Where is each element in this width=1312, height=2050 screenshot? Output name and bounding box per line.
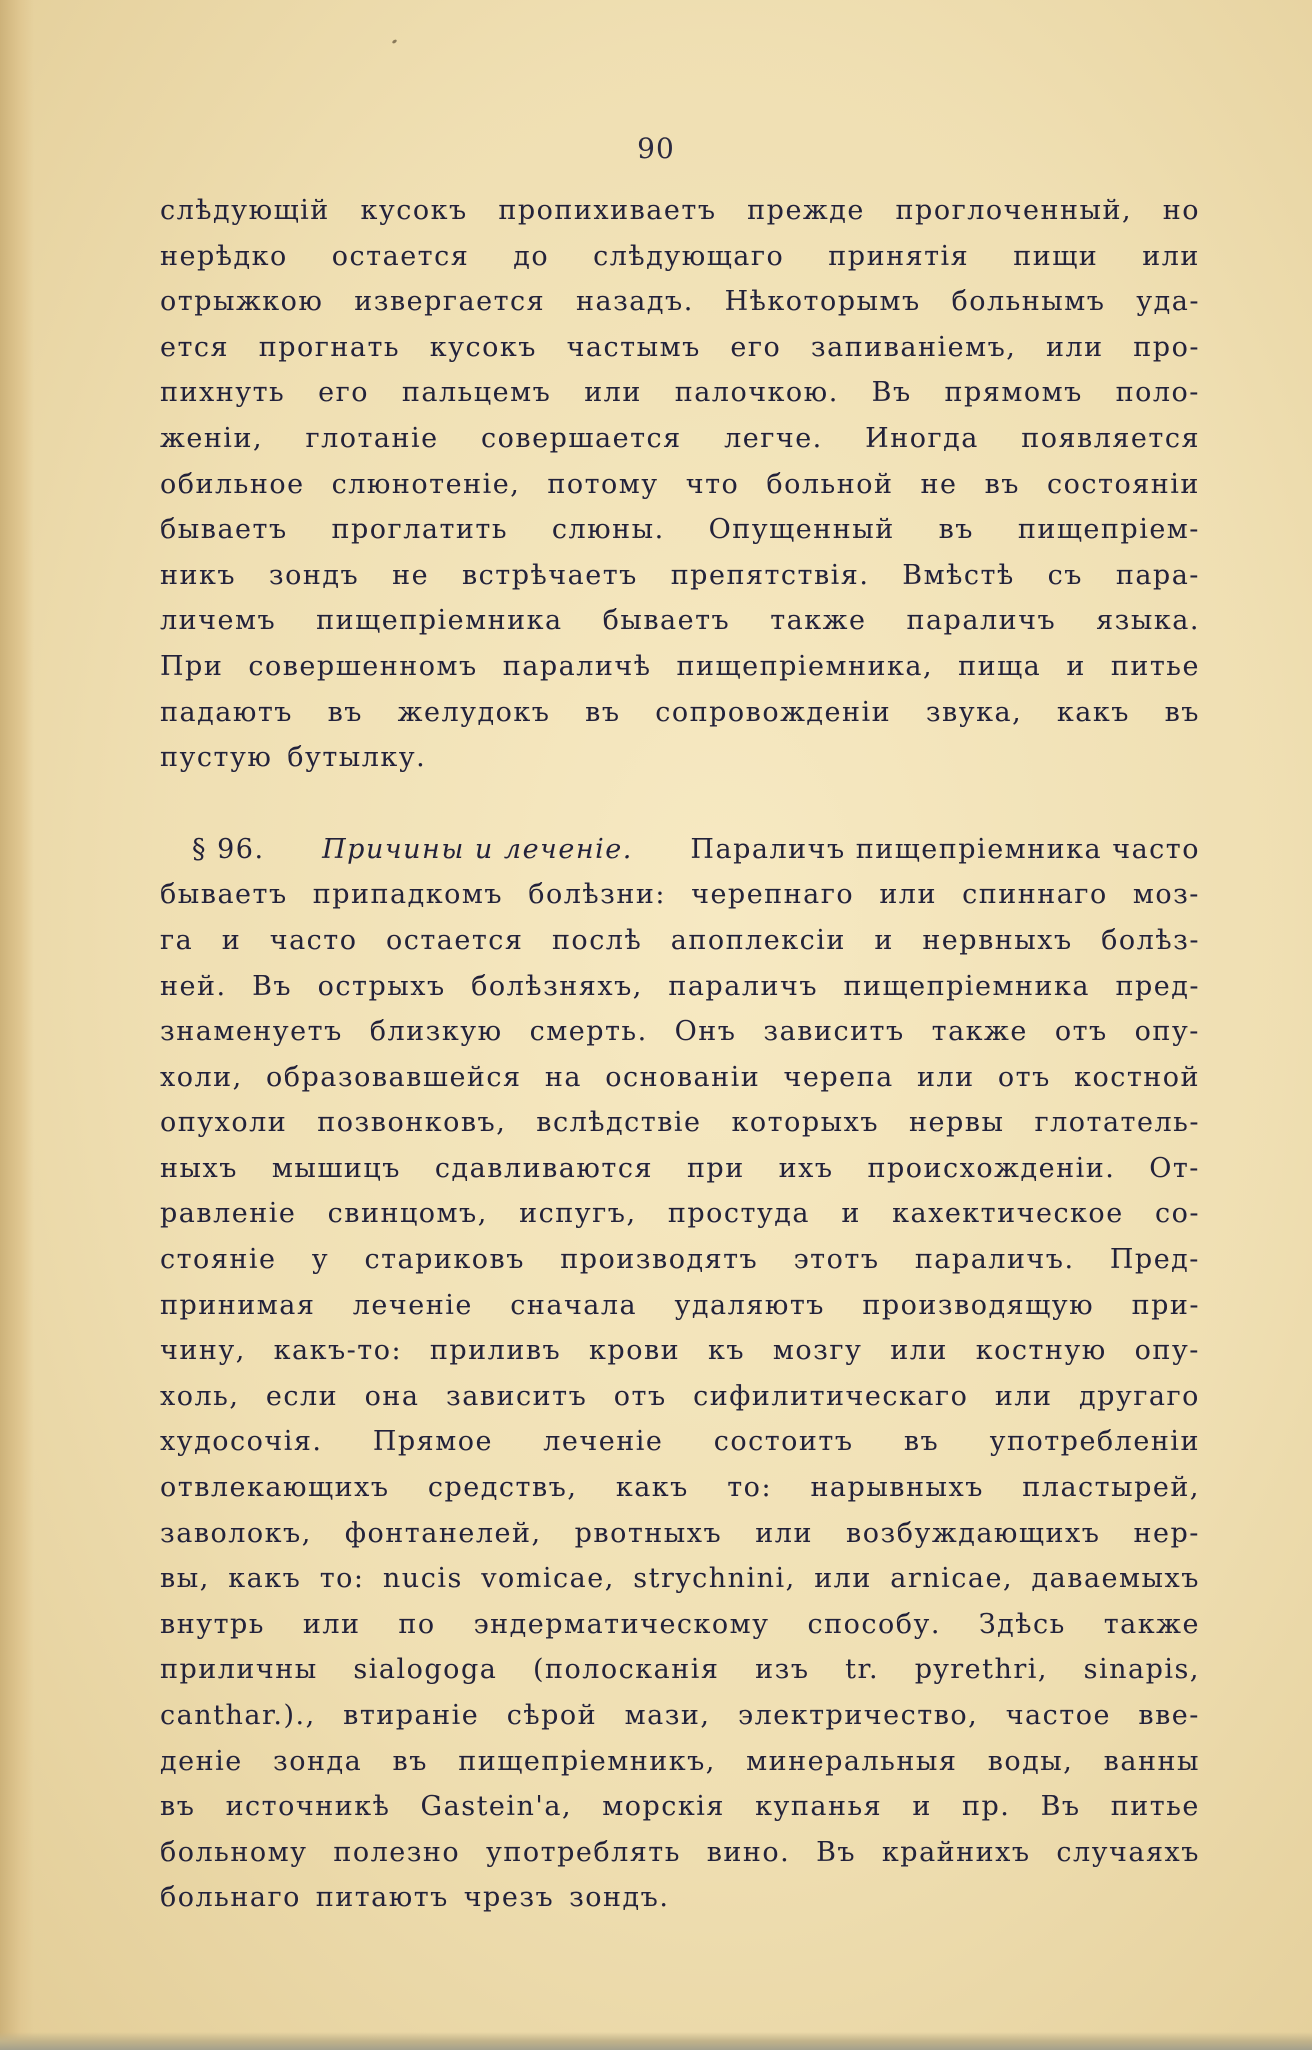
text-line	[160, 1511, 1200, 1557]
word: звука,	[925, 696, 1023, 728]
word: моз-	[1132, 879, 1200, 911]
word: происхожденіи.	[867, 1152, 1116, 1184]
word: внутрь	[160, 1608, 266, 1640]
word: возбуждающихъ	[846, 1517, 1101, 1549]
section-first-line-text: Параличъ пищепріемника часто	[690, 833, 1200, 865]
word: бываетъ	[160, 879, 288, 911]
word: до	[513, 240, 550, 272]
word: пищепріем-	[1017, 514, 1200, 546]
word: ется	[160, 331, 230, 363]
word: никъ	[160, 559, 237, 591]
word: вино.	[706, 1836, 791, 1868]
word: производящую	[862, 1289, 1095, 1321]
word: употреблять	[486, 1836, 681, 1868]
word: палочкою.	[674, 377, 839, 409]
word: сѣрой	[506, 1700, 598, 1731]
word: отрыжкою	[160, 286, 324, 318]
word: не	[392, 559, 430, 591]
word: образовавшейся	[265, 1061, 522, 1093]
word: основаніи	[605, 1061, 761, 1093]
word: пред-	[1115, 970, 1200, 1002]
word: апоплексіи	[670, 924, 846, 956]
word: прямомъ	[944, 377, 1083, 409]
word: какъ	[1056, 696, 1130, 728]
word: на	[544, 1061, 582, 1093]
word: болѣз-	[1101, 924, 1200, 956]
word: въ	[984, 468, 1020, 500]
text-line	[160, 1374, 1200, 1420]
word: свинцомъ,	[327, 1198, 488, 1230]
word: другаго	[1078, 1380, 1200, 1412]
word: какъ	[228, 1563, 302, 1595]
word: отъ	[1054, 1016, 1108, 1048]
word: или	[755, 1517, 813, 1549]
word: зондъ.	[569, 1882, 670, 1914]
paragraph-gap	[160, 781, 1200, 827]
word: какъ-то:	[273, 1335, 403, 1367]
word: втираніе	[343, 1700, 480, 1731]
word: обильное	[160, 468, 305, 500]
text-line	[160, 1465, 1200, 1511]
word: нерѣдко	[160, 240, 288, 272]
word: или	[917, 1061, 975, 1093]
word: въ	[392, 1745, 428, 1777]
word: бутылку.	[287, 742, 427, 774]
word: принятія	[828, 240, 970, 272]
word: равленіе	[160, 1198, 297, 1230]
word: позвонковъ,	[317, 1107, 507, 1139]
text-line	[160, 735, 1200, 781]
word: болѣзни:	[528, 879, 666, 911]
word: sialogoga	[353, 1654, 498, 1686]
word: питье	[1110, 1791, 1200, 1823]
word: то:	[727, 1472, 773, 1504]
text-line	[160, 644, 1200, 690]
section-heading: Причины и леченіе.	[322, 833, 633, 865]
word: проглоченный,	[895, 195, 1133, 226]
section-first-line	[160, 827, 1200, 873]
word: легче.	[724, 422, 823, 454]
word: близкую	[369, 1016, 503, 1048]
text-line	[160, 234, 1200, 280]
word: удаляютъ	[674, 1289, 825, 1321]
word: способу.	[807, 1608, 941, 1640]
word: личемъ	[160, 605, 277, 637]
word: вслѣдствіе	[536, 1107, 702, 1139]
word: припадкомъ	[312, 879, 504, 911]
word: при	[686, 1152, 745, 1184]
word: больнаго	[160, 1882, 301, 1914]
word: которыхъ	[731, 1107, 880, 1139]
word: препятствія.	[670, 559, 870, 591]
word: и	[1066, 650, 1086, 682]
word: pyrethri,	[914, 1654, 1048, 1686]
word: рвотныхъ	[574, 1517, 723, 1549]
word: если	[265, 1380, 339, 1412]
text-line	[160, 279, 1200, 325]
word: бываетъ	[602, 605, 731, 637]
word: nucis	[382, 1563, 463, 1595]
word: холи,	[160, 1061, 243, 1093]
word: или	[1142, 240, 1200, 272]
word: Пред-	[1109, 1244, 1200, 1276]
word: острыхъ	[317, 970, 446, 1002]
word: леченіе	[352, 1289, 473, 1321]
word: бываетъ	[160, 514, 288, 546]
word: пихнуть	[160, 377, 286, 409]
word: Въ	[1040, 1791, 1081, 1823]
word: воды,	[987, 1745, 1074, 1777]
word: strychnini,	[633, 1563, 796, 1595]
word: пр.	[962, 1791, 1011, 1823]
word: совершенномъ	[248, 650, 478, 682]
word: Въ	[871, 377, 912, 409]
word: стариковъ	[364, 1244, 525, 1276]
word: питье	[1110, 650, 1200, 682]
word: какъ	[615, 1472, 689, 1504]
word: Нѣкоторымъ	[724, 286, 921, 318]
word: опу-	[1134, 1016, 1200, 1048]
word: черепа	[783, 1061, 894, 1093]
word: у	[311, 1244, 330, 1276]
word: пустую	[160, 742, 273, 774]
word: Онъ	[674, 1016, 737, 1048]
word: источникѣ	[225, 1791, 391, 1823]
word: больной	[766, 468, 894, 500]
word: глотаніе	[305, 422, 439, 454]
word: состоитъ	[713, 1426, 854, 1458]
word: его	[318, 377, 369, 409]
paragraph-2	[160, 827, 1200, 1921]
word: электричество,	[737, 1700, 979, 1731]
word: отъ	[613, 1380, 667, 1412]
word: потому	[547, 468, 659, 500]
word: сдавливаются	[434, 1152, 653, 1184]
word: желудокъ	[397, 696, 551, 728]
word: крайнихъ	[881, 1836, 1031, 1868]
word: также	[770, 605, 867, 637]
word: то:	[319, 1563, 365, 1595]
text-line	[160, 964, 1200, 1010]
word: или	[890, 1335, 948, 1367]
word: зависитъ	[763, 1016, 905, 1048]
text-line	[160, 918, 1200, 964]
word: или	[994, 1380, 1053, 1412]
word: также	[931, 1016, 1028, 1048]
word: больному	[160, 1836, 308, 1868]
page-left-edge	[0, 0, 34, 2050]
word: проглатить	[331, 514, 509, 546]
word: извергается	[354, 286, 546, 318]
word: зонда	[273, 1745, 363, 1777]
word: вве-	[1138, 1700, 1200, 1731]
word: слюнотеніе,	[331, 468, 521, 500]
word: пищепріемника	[843, 970, 1090, 1002]
text-line	[160, 1693, 1200, 1739]
word: заволокъ,	[160, 1517, 312, 1549]
word: (полосканія	[532, 1654, 720, 1686]
word: не	[920, 468, 958, 500]
text-line	[160, 507, 1200, 553]
word: средствъ,	[427, 1472, 578, 1504]
word: зондъ	[268, 559, 360, 591]
word: пища	[958, 650, 1042, 682]
paragraph-1	[160, 188, 1200, 781]
word: этотъ	[793, 1244, 880, 1276]
word: его	[730, 331, 782, 363]
word: даваемыхъ	[1031, 1563, 1200, 1595]
text-line	[160, 1556, 1200, 1602]
word: зависитъ	[446, 1380, 588, 1412]
word: приличны	[160, 1654, 318, 1686]
section-number: § 96.	[192, 833, 265, 865]
word: уда-	[1136, 286, 1200, 318]
text-line	[160, 553, 1200, 599]
word: часто	[269, 924, 358, 956]
word: пара-	[1115, 559, 1200, 591]
word: костную	[975, 1335, 1107, 1367]
word: встрѣчаетъ	[461, 559, 638, 591]
word: случаяхъ	[1056, 1836, 1200, 1868]
word: пальцемъ	[401, 377, 552, 409]
word: со-	[1154, 1198, 1200, 1230]
word: послѣ	[551, 924, 643, 956]
word: пластырей,	[1022, 1472, 1200, 1504]
word: Прямое	[372, 1426, 493, 1458]
word: вы,	[160, 1563, 210, 1595]
word: частымъ	[566, 331, 701, 363]
text-line	[160, 1283, 1200, 1329]
text-line	[160, 1009, 1200, 1055]
text-line	[160, 1830, 1200, 1876]
word: мозгу	[772, 1335, 863, 1367]
word: костной	[1074, 1061, 1200, 1093]
word: по	[398, 1608, 436, 1640]
word: vomicae,	[481, 1563, 615, 1595]
word: принимая	[160, 1289, 316, 1321]
word: крови	[589, 1335, 681, 1367]
word: сифилитическаго	[693, 1380, 969, 1412]
text-line	[160, 1191, 1200, 1237]
word: въ	[1164, 696, 1200, 728]
word: состояніи	[1047, 468, 1200, 500]
text-line	[160, 416, 1200, 462]
word: производятъ	[560, 1244, 759, 1276]
word: От-	[1149, 1152, 1200, 1184]
word: частое	[1005, 1700, 1111, 1731]
word: га	[160, 924, 194, 956]
word: падаютъ	[160, 696, 293, 728]
text-line	[160, 872, 1200, 918]
word: болѣзняхъ,	[471, 970, 643, 1002]
word: что	[685, 468, 740, 500]
word: спиннаго	[962, 879, 1108, 911]
word: tr.	[845, 1654, 880, 1686]
text-line	[160, 1237, 1200, 1283]
word: языка.	[1096, 605, 1200, 637]
word: въ	[903, 1426, 940, 1458]
word: Gastein'a,	[420, 1791, 573, 1823]
word: и	[912, 1791, 932, 1823]
word: больнымъ	[951, 286, 1106, 318]
page-bottom-edge	[0, 2032, 1312, 2050]
word: минеральныя	[746, 1745, 958, 1777]
word: глотатель-	[1034, 1107, 1200, 1139]
word: Въ	[816, 1836, 857, 1868]
word: кусокъ	[360, 195, 468, 226]
word: при-	[1131, 1289, 1200, 1321]
word: изъ	[755, 1654, 810, 1686]
word: остается	[385, 924, 524, 956]
word: Здѣсь	[978, 1608, 1066, 1640]
word: знаменуетъ	[160, 1016, 343, 1048]
word: слѣдующій	[160, 195, 330, 226]
word: пропихиваетъ	[498, 195, 717, 226]
text-line	[160, 1647, 1200, 1693]
word: въ	[585, 696, 621, 728]
word: пищепріемникъ,	[458, 1745, 716, 1777]
word: ихъ	[778, 1152, 834, 1184]
word: назадъ.	[575, 286, 694, 318]
word: Въ	[252, 970, 293, 1002]
word: поло-	[1115, 377, 1200, 409]
word: деніе	[160, 1745, 243, 1777]
word: пищепріемника	[316, 605, 563, 637]
word: приливъ	[429, 1335, 562, 1367]
word: слѣдующаго	[593, 240, 785, 272]
word: питаютъ	[315, 1882, 449, 1914]
word: или	[302, 1608, 361, 1640]
word: отвлекающихъ	[160, 1472, 390, 1504]
text-line	[160, 1784, 1200, 1830]
word: sinapis,	[1083, 1654, 1200, 1686]
word: опу-	[1134, 1335, 1200, 1367]
word: ныхъ	[160, 1152, 238, 1184]
word: запиваніемъ,	[810, 331, 1017, 363]
word: съ	[1047, 559, 1083, 591]
word: или	[814, 1563, 872, 1595]
word: морскія	[602, 1791, 725, 1823]
word: или	[1046, 331, 1104, 363]
word: также	[1103, 1608, 1200, 1640]
text-line	[160, 1739, 1200, 1785]
word: сначала	[510, 1289, 638, 1321]
word: и	[841, 1198, 861, 1230]
word: прогнать	[258, 331, 401, 363]
word: слюны.	[551, 514, 665, 546]
word: купанья	[755, 1791, 883, 1823]
word: параличѣ	[502, 650, 652, 682]
text-line	[160, 1328, 1200, 1374]
word: черепнаго	[691, 879, 855, 911]
word: Вмѣстѣ	[902, 559, 1015, 591]
word: При	[160, 650, 224, 682]
text-line	[160, 370, 1200, 416]
page-text	[160, 188, 1200, 1921]
word: худосочія.	[160, 1426, 323, 1458]
word: совершается	[481, 422, 682, 454]
word: про-	[1133, 331, 1200, 363]
text-line	[160, 1055, 1200, 1101]
word: кусокъ	[429, 331, 537, 363]
word: простуда	[667, 1198, 811, 1230]
word: леченіе	[543, 1426, 664, 1458]
word: въ	[160, 1791, 196, 1823]
word: прежде	[747, 195, 865, 226]
word: въ	[327, 696, 363, 728]
word: опухоли	[160, 1107, 288, 1139]
word: параличъ.	[914, 1244, 1075, 1276]
word: или	[879, 879, 937, 911]
word: Иногда	[865, 422, 979, 454]
word: она	[364, 1380, 420, 1412]
word: кахектическое	[892, 1198, 1124, 1230]
word: ней.	[160, 970, 227, 1002]
word: остается	[331, 240, 470, 272]
text-line	[160, 188, 1200, 234]
word: къ	[708, 1335, 746, 1367]
text-line	[160, 1419, 1200, 1465]
word: отъ	[997, 1061, 1051, 1093]
word: полезно	[333, 1836, 461, 1868]
word: въ	[938, 514, 974, 546]
word: сопровожденіи	[655, 696, 892, 728]
word: испугъ,	[519, 1198, 637, 1230]
text-line	[160, 1146, 1200, 1192]
word: фонтанелей,	[344, 1517, 542, 1549]
word: нер-	[1133, 1517, 1200, 1549]
word: и	[874, 924, 894, 956]
word: ванны	[1103, 1745, 1200, 1777]
word: женіи,	[160, 422, 264, 454]
word: мышицъ	[271, 1152, 401, 1184]
word: чрезъ	[463, 1882, 555, 1914]
word: появляется	[1021, 422, 1200, 454]
word: стояніе	[160, 1244, 277, 1276]
word: эндерматическому	[473, 1608, 770, 1640]
text-line	[160, 462, 1200, 508]
word: параличъ	[906, 605, 1057, 637]
word: нервныхъ	[922, 924, 1073, 956]
page-number: 90	[637, 132, 675, 165]
word: Опущенный	[708, 514, 895, 546]
word: пищепріемника,	[676, 650, 934, 682]
word: холь,	[160, 1380, 240, 1412]
text-line	[160, 1100, 1200, 1146]
word: параличъ	[668, 970, 818, 1002]
text-line	[160, 325, 1200, 371]
word: canthar.).,	[160, 1700, 316, 1731]
word: мази,	[624, 1700, 711, 1731]
word: но	[1162, 195, 1200, 226]
word: arnicae,	[890, 1563, 1014, 1595]
word: или	[584, 377, 642, 409]
text-line	[160, 1602, 1200, 1648]
word: употребленіи	[989, 1426, 1200, 1458]
text-line	[160, 1875, 1200, 1921]
word: чину,	[160, 1335, 246, 1367]
word: смерть.	[529, 1016, 648, 1048]
word: пищи	[1013, 240, 1099, 272]
text-line	[160, 690, 1200, 736]
paper-speck	[392, 39, 398, 44]
word: и	[221, 924, 242, 956]
word: нарывныхъ	[810, 1472, 984, 1504]
text-line	[160, 598, 1200, 644]
word: нервы	[909, 1107, 1005, 1139]
